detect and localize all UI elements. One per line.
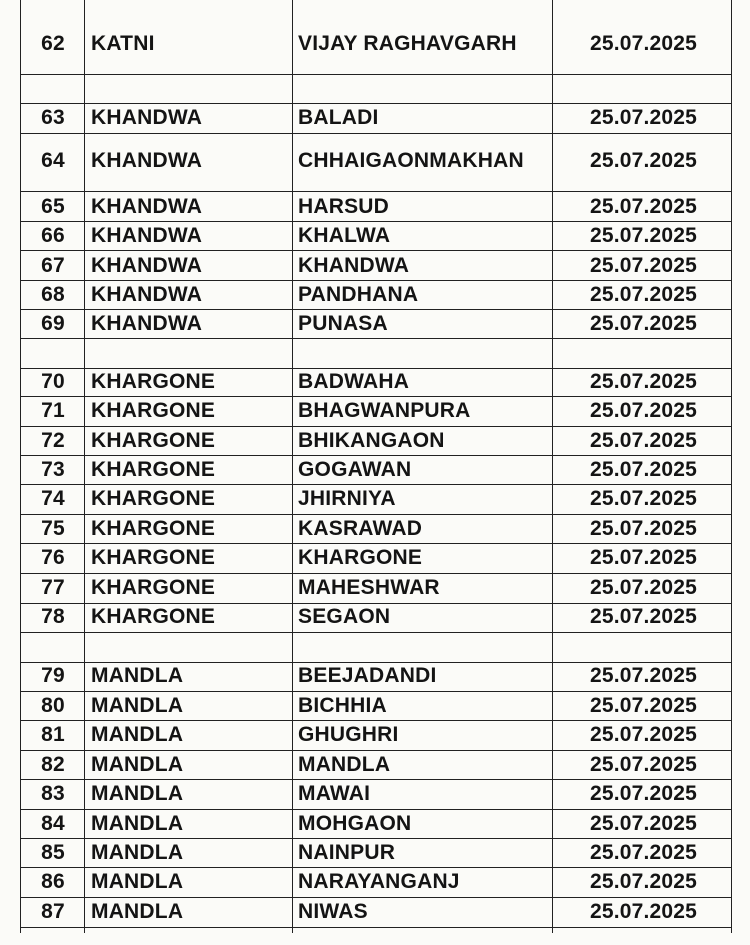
column-border	[84, 0, 85, 933]
serial-number-cell: 63	[41, 106, 65, 129]
serial-number-cell: 74	[41, 487, 65, 510]
place-cell: CHHAIGAONMAKHAN	[298, 149, 524, 172]
serial-number-cell: 71	[41, 399, 65, 422]
place-cell: BHAGWANPURA	[298, 399, 471, 422]
place-cell: MANDLA	[298, 753, 391, 776]
district-cell: KHANDWA	[91, 254, 203, 277]
serial-number-cell: 83	[41, 782, 65, 805]
date-cell: 25.07.2025	[589, 224, 698, 247]
row-border	[20, 396, 731, 397]
place-cell: PUNASA	[298, 312, 388, 335]
column-border	[292, 0, 293, 933]
serial-number-cell: 81	[41, 723, 65, 746]
district-cell: KHARGONE	[91, 546, 216, 569]
place-cell: SEGAON	[298, 605, 391, 628]
date-cell: 25.07.2025	[589, 32, 698, 55]
district-cell: KHANDWA	[91, 106, 203, 129]
district-cell: MANDLA	[91, 841, 184, 864]
serial-number-cell: 62	[41, 32, 65, 55]
serial-number-cell: 75	[41, 517, 65, 540]
serial-number-cell: 84	[41, 812, 65, 835]
serial-number-cell: 64	[41, 149, 65, 172]
row-border	[20, 897, 731, 898]
place-cell: BHIKANGAON	[298, 429, 445, 452]
place-cell: BALADI	[298, 106, 379, 129]
date-cell: 25.07.2025	[589, 870, 698, 893]
serial-number-cell: 65	[41, 195, 65, 218]
date-cell: 25.07.2025	[589, 753, 698, 776]
serial-number-cell: 77	[41, 576, 65, 599]
column-border	[552, 0, 553, 933]
row-border	[20, 838, 731, 839]
district-cell: KHANDWA	[91, 195, 203, 218]
row-border	[20, 74, 731, 75]
date-cell: 25.07.2025	[589, 429, 698, 452]
column-border	[20, 0, 21, 933]
serial-number-cell: 68	[41, 283, 65, 306]
row-border	[20, 514, 731, 515]
district-cell: MANDLA	[91, 723, 184, 746]
district-cell: MANDLA	[91, 812, 184, 835]
date-cell: 25.07.2025	[589, 812, 698, 835]
serial-number-cell: 67	[41, 254, 65, 277]
row-border	[20, 809, 731, 810]
district-cell: KHARGONE	[91, 370, 216, 393]
place-cell: MOHGAON	[298, 812, 412, 835]
date-cell: 25.07.2025	[589, 546, 698, 569]
date-cell: 25.07.2025	[589, 664, 698, 687]
date-cell: 25.07.2025	[589, 399, 698, 422]
serial-number-cell: 66	[41, 224, 65, 247]
date-cell: 25.07.2025	[589, 312, 698, 335]
serial-number-cell: 76	[41, 546, 65, 569]
date-cell: 25.07.2025	[589, 458, 698, 481]
place-cell: NARAYANGANJ	[298, 870, 460, 893]
row-border	[20, 280, 731, 281]
serial-number-cell: 79	[41, 664, 65, 687]
row-border	[20, 103, 731, 104]
district-cell: KHANDWA	[91, 224, 203, 247]
row-border	[20, 603, 731, 604]
place-cell: MAWAI	[298, 782, 371, 805]
row-border	[20, 662, 731, 663]
serial-number-cell: 86	[41, 870, 65, 893]
place-cell: KHARGONE	[298, 546, 423, 569]
row-border	[20, 191, 731, 192]
serial-number-cell: 87	[41, 900, 65, 923]
row-border	[20, 927, 731, 928]
date-cell: 25.07.2025	[589, 254, 698, 277]
date-cell: 25.07.2025	[589, 694, 698, 717]
row-border	[20, 867, 731, 868]
place-cell: NAINPUR	[298, 841, 396, 864]
serial-number-cell: 80	[41, 694, 65, 717]
row-border	[20, 368, 731, 369]
place-cell: VIJAY RAGHAVGARH	[298, 32, 517, 55]
district-cell: MANDLA	[91, 664, 184, 687]
district-cell: KHARGONE	[91, 399, 216, 422]
row-border	[20, 338, 731, 339]
district-cell: MANDLA	[91, 694, 184, 717]
row-border	[20, 779, 731, 780]
row-border	[20, 250, 731, 251]
date-cell: 25.07.2025	[589, 782, 698, 805]
serial-number-cell: 69	[41, 312, 65, 335]
place-cell: BICHHIA	[298, 694, 387, 717]
serial-number-cell: 72	[41, 429, 65, 452]
place-cell: KHANDWA	[298, 254, 410, 277]
row-border	[20, 426, 731, 427]
column-border	[731, 0, 732, 933]
row-border	[20, 720, 731, 721]
place-cell: GHUGHRI	[298, 723, 399, 746]
district-cell: MANDLA	[91, 900, 184, 923]
row-border	[20, 573, 731, 574]
date-cell: 25.07.2025	[589, 487, 698, 510]
place-cell: BADWAHA	[298, 370, 410, 393]
place-cell: PANDHANA	[298, 283, 419, 306]
place-cell: JHIRNIYA	[298, 487, 396, 510]
place-cell: KHALWA	[298, 224, 391, 247]
serial-number-cell: 85	[41, 841, 65, 864]
district-cell: KHANDWA	[91, 312, 203, 335]
serial-number-cell: 73	[41, 458, 65, 481]
district-cell: MANDLA	[91, 782, 184, 805]
row-border	[20, 632, 731, 633]
date-cell: 25.07.2025	[589, 723, 698, 746]
row-border	[20, 133, 731, 134]
row-border	[20, 484, 731, 485]
serial-number-cell: 78	[41, 605, 65, 628]
date-cell: 25.07.2025	[589, 576, 698, 599]
row-border	[20, 455, 731, 456]
date-cell: 25.07.2025	[589, 841, 698, 864]
district-cell: KHARGONE	[91, 458, 216, 481]
district-cell: KHANDWA	[91, 149, 203, 172]
district-cell: MANDLA	[91, 870, 184, 893]
serial-number-cell: 82	[41, 753, 65, 776]
place-cell: GOGAWAN	[298, 458, 412, 481]
date-cell: 25.07.2025	[589, 195, 698, 218]
date-cell: 25.07.2025	[589, 605, 698, 628]
place-cell: NIWAS	[298, 900, 368, 923]
row-border	[20, 750, 731, 751]
date-cell: 25.07.2025	[589, 517, 698, 540]
district-cell: KHARGONE	[91, 517, 216, 540]
place-cell: KASRAWAD	[298, 517, 423, 540]
date-cell: 25.07.2025	[589, 900, 698, 923]
date-cell: 25.07.2025	[589, 106, 698, 129]
place-cell: MAHESHWAR	[298, 576, 440, 599]
date-cell: 25.07.2025	[589, 149, 698, 172]
serial-number-cell: 70	[41, 370, 65, 393]
district-cell: KHARGONE	[91, 429, 216, 452]
place-cell: BEEJADANDI	[298, 664, 437, 687]
district-cell: KHARGONE	[91, 576, 216, 599]
district-cell: KHANDWA	[91, 283, 203, 306]
row-border	[20, 691, 731, 692]
district-cell: KATNI	[91, 32, 155, 55]
date-cell: 25.07.2025	[589, 370, 698, 393]
district-cell: KHARGONE	[91, 605, 216, 628]
row-border	[20, 309, 731, 310]
district-cell: MANDLA	[91, 753, 184, 776]
district-cell: KHARGONE	[91, 487, 216, 510]
place-cell: HARSUD	[298, 195, 390, 218]
date-cell: 25.07.2025	[589, 283, 698, 306]
row-border	[20, 543, 731, 544]
row-border	[20, 221, 731, 222]
